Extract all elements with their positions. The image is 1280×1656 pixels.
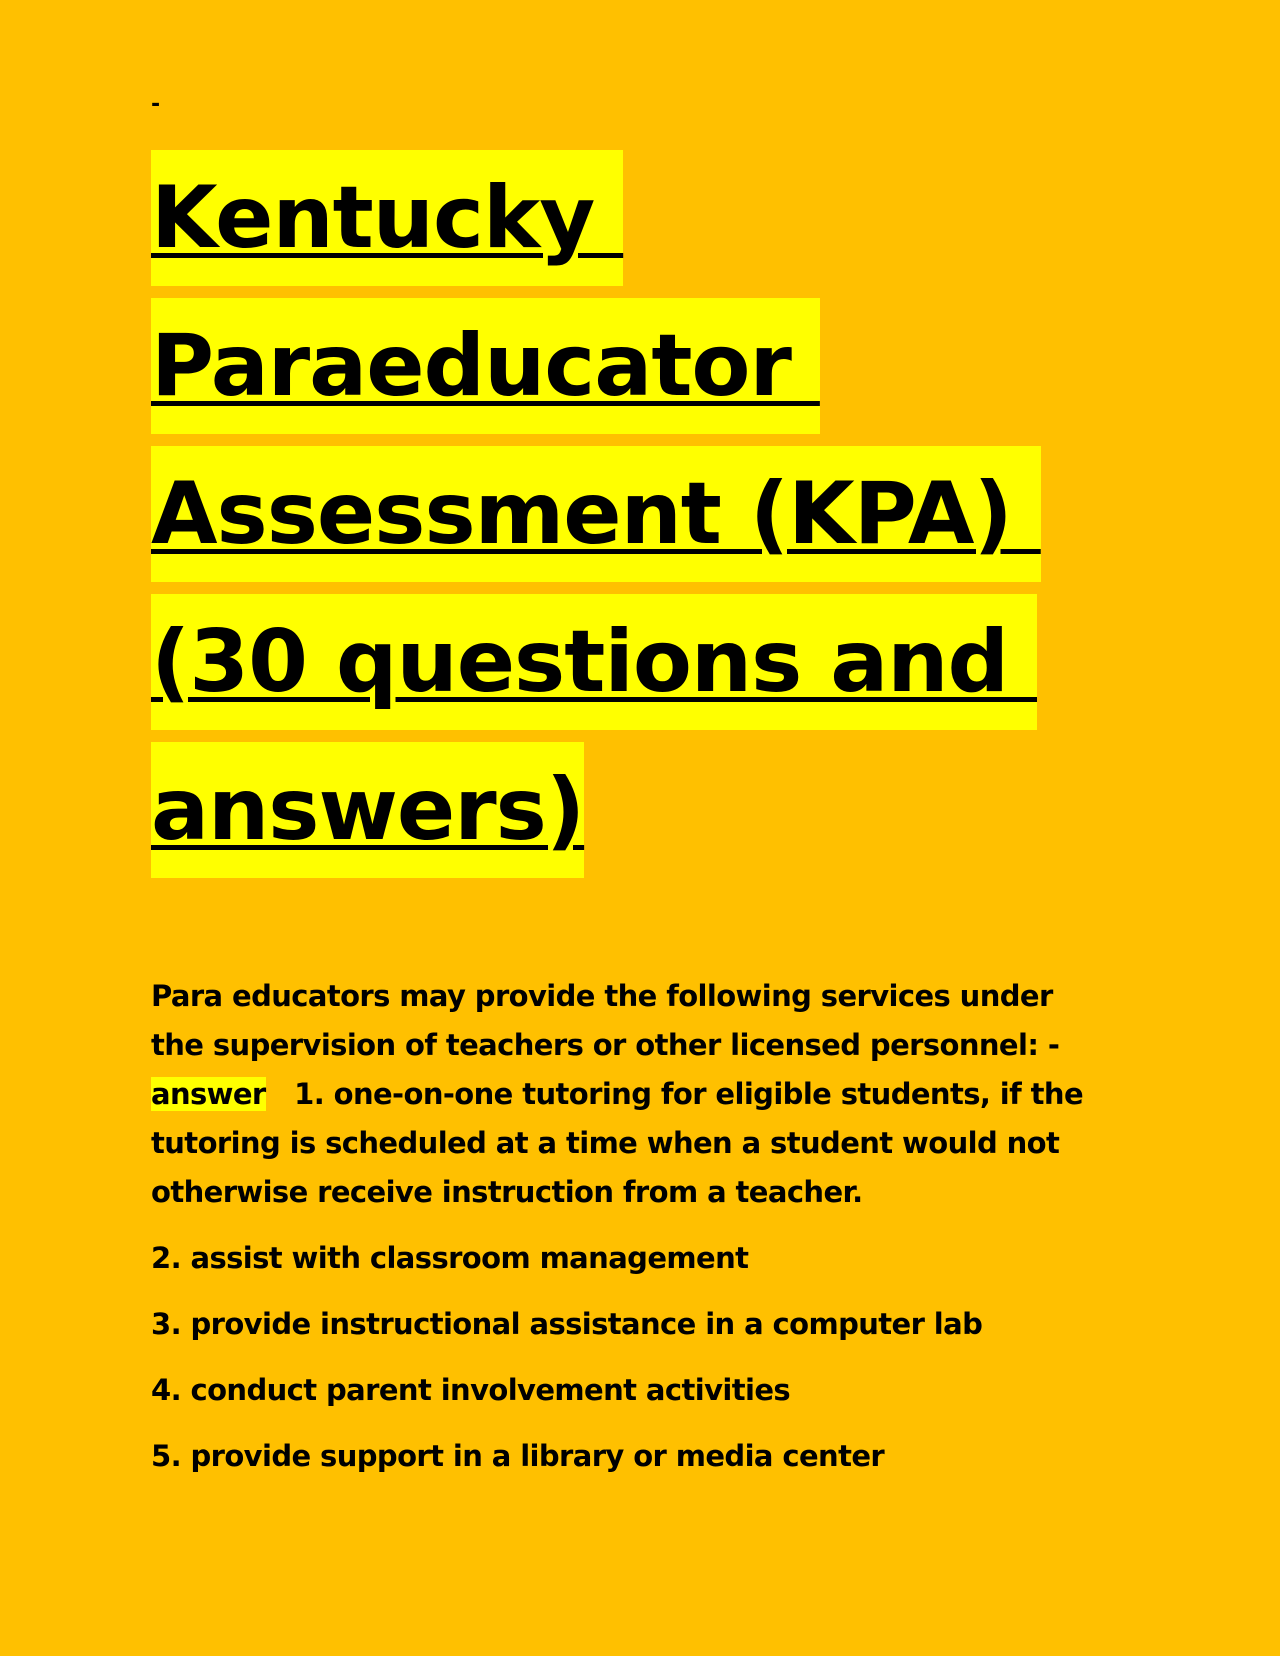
title-line-text: Paraeducator: [151, 298, 820, 434]
title-line: [151, 742, 1131, 890]
answer-text-line: 1. one-on-one tutoring for eligible students, if the: [265, 1077, 1084, 1111]
title-line: [151, 594, 1131, 742]
title-line-text: Assessment (KPA): [151, 446, 1041, 582]
title-line: [151, 150, 1131, 298]
answer-text-line: tutoring is scheduled at a time when a student would not: [151, 1126, 1060, 1160]
answer-text-line: otherwise receive instruction from a teacher.: [151, 1175, 863, 1209]
question-text-line: the supervision of teachers or other licensed personnel: -: [151, 1028, 1060, 1062]
document-title: [151, 150, 1131, 890]
question-text-line: Para educators may provide the following services under: [151, 979, 1053, 1013]
answer-list-item: 4. conduct parent involvement activities: [151, 1373, 791, 1407]
title-line-text: Kentucky: [151, 150, 623, 286]
top-dash-mark: -: [151, 92, 161, 117]
answer-list-item: 5. provide support in a library or media center: [151, 1439, 885, 1473]
answer-label: answer: [151, 1077, 266, 1111]
title-line-text: answers): [151, 742, 584, 878]
answer-list-item: 2. assist with classroom management: [151, 1241, 749, 1275]
title-line: [151, 298, 1131, 446]
title-line-text: (30 questions and: [151, 594, 1037, 730]
question-answer-block: [151, 972, 1141, 1481]
title-line: [151, 446, 1131, 594]
answer-list-item: 3. provide instructional assistance in a computer lab: [151, 1307, 983, 1341]
question-paragraph: [151, 972, 1141, 1217]
